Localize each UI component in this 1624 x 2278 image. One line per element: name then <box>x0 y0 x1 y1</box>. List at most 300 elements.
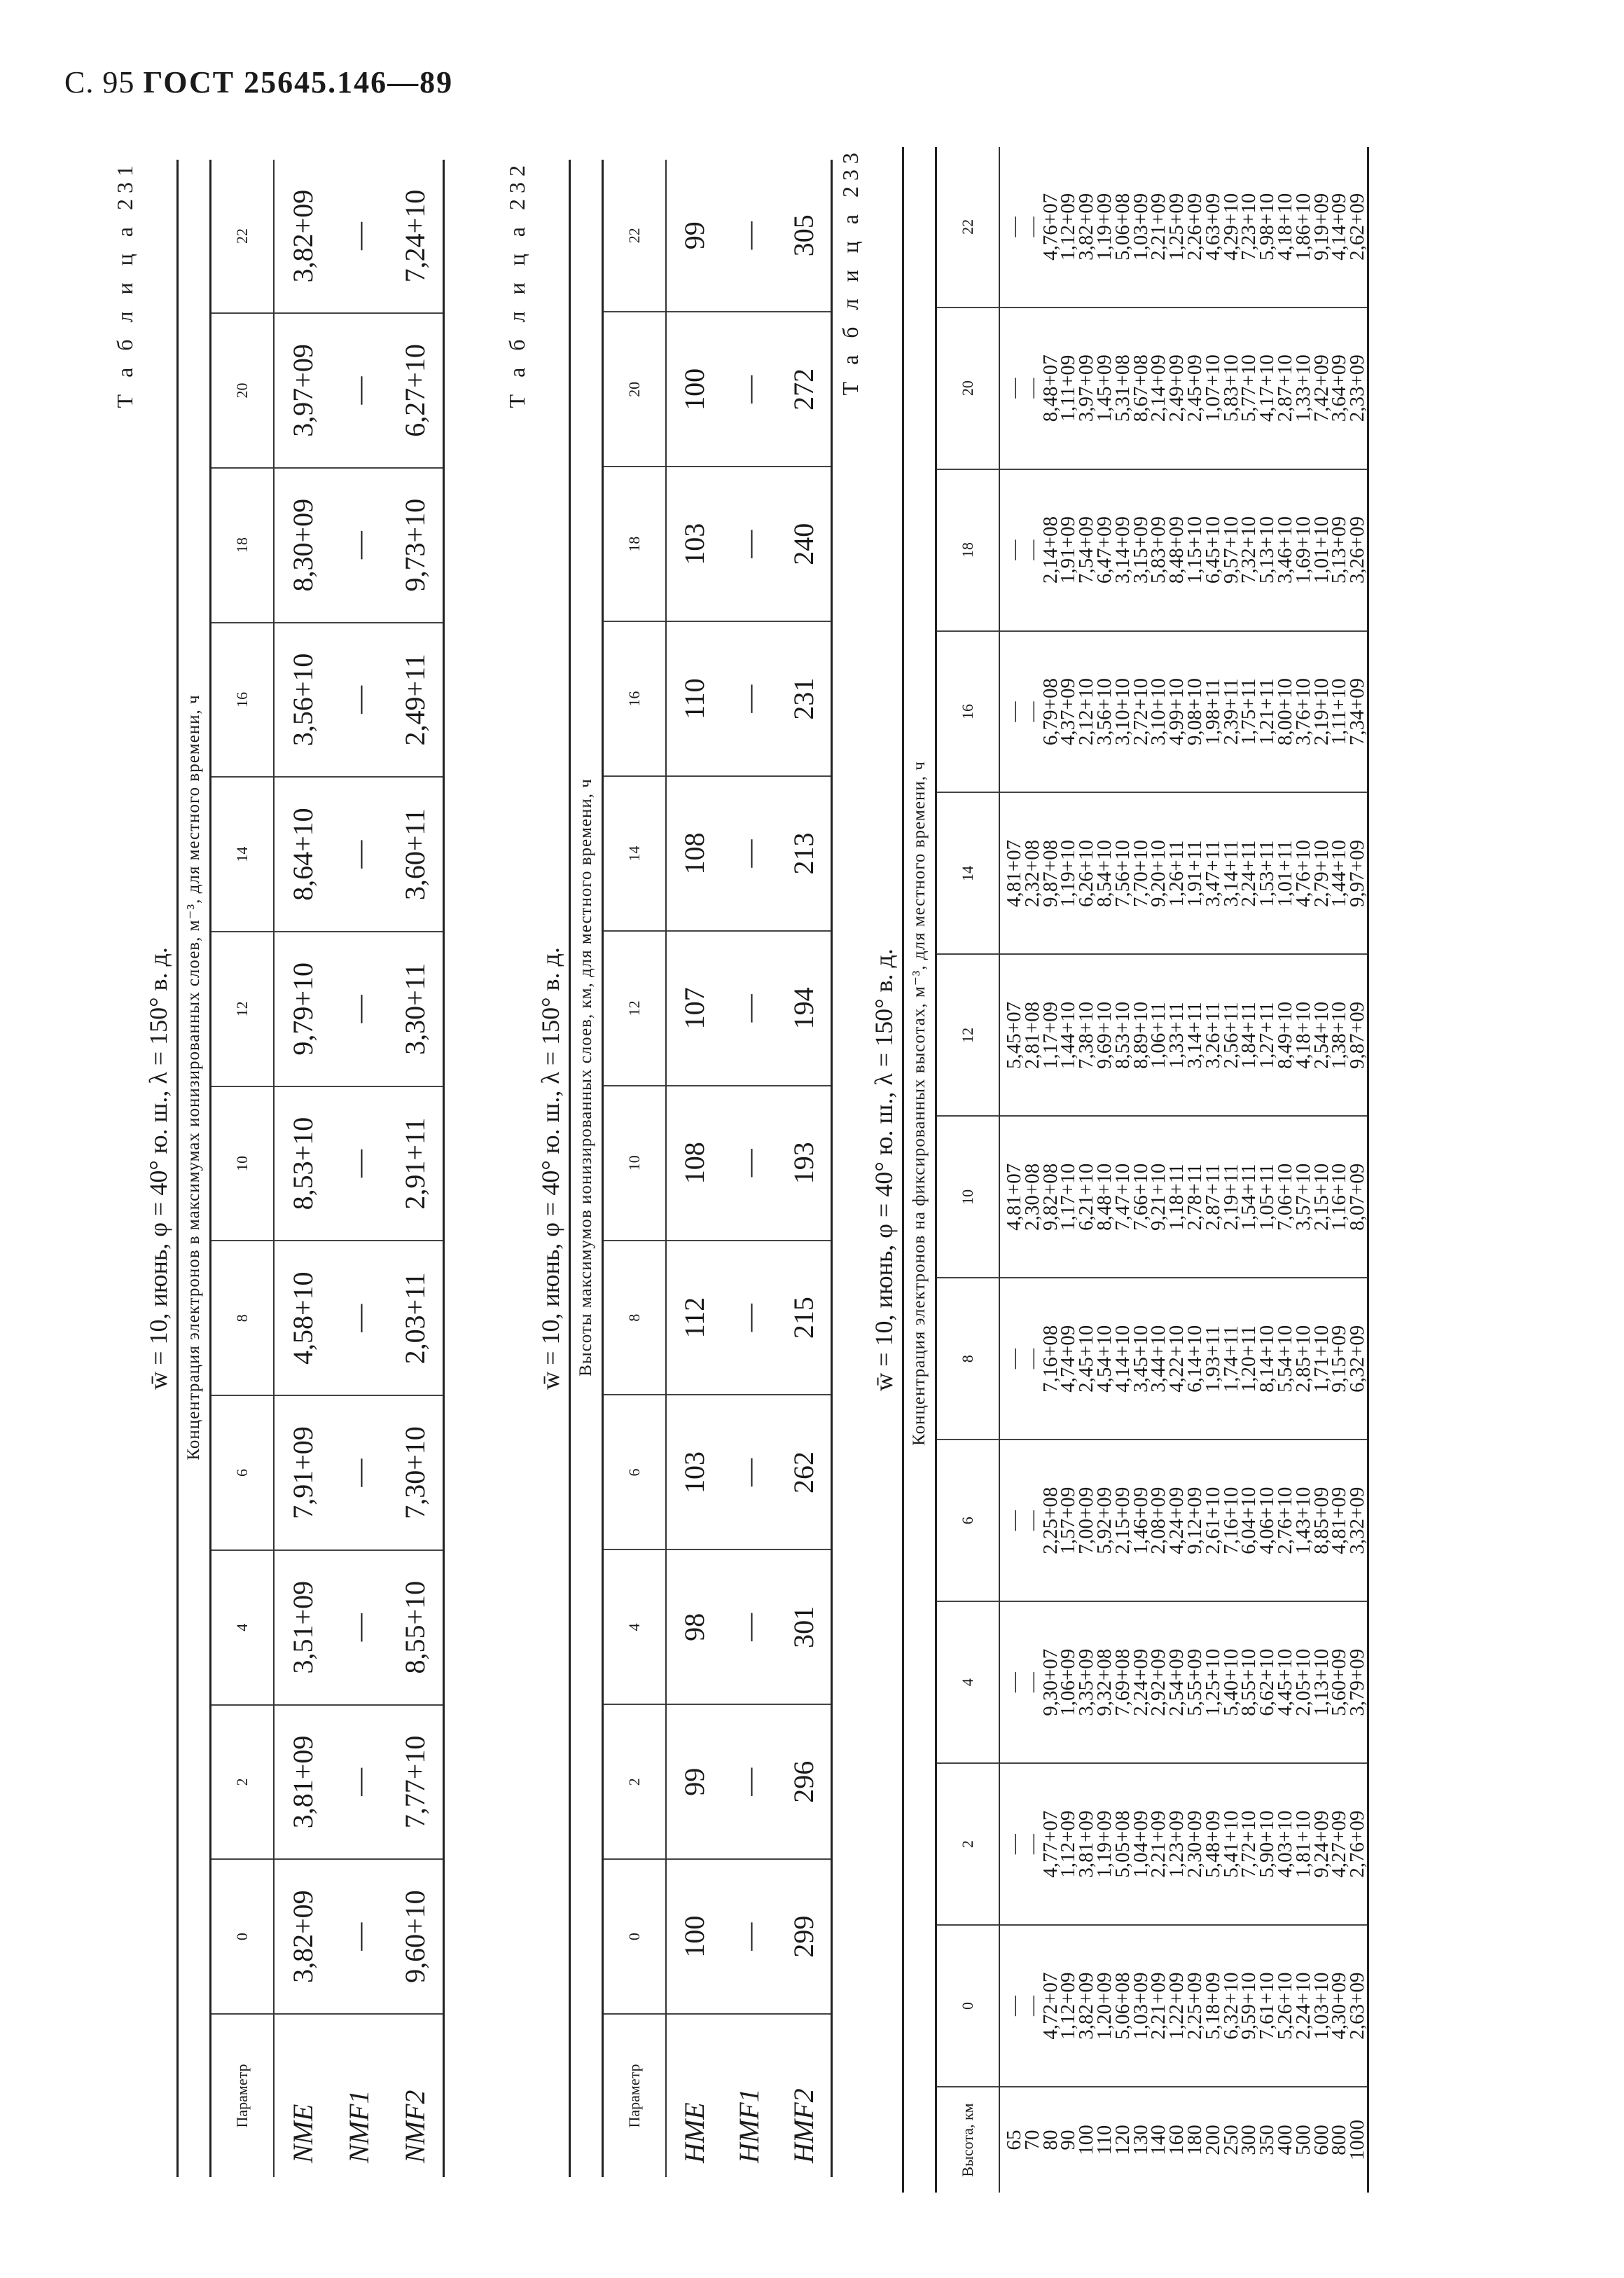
cell-value: 1,16+10 <box>1328 1163 1351 1231</box>
cell-value: 2,56+11 <box>1219 1002 1242 1069</box>
cell-value: 4,54+10 <box>1092 1325 1116 1393</box>
cell-value: 6,14+10 <box>1183 1325 1206 1393</box>
cell-value: 4,63+09 <box>1201 193 1224 261</box>
height-value: 70 <box>1020 2129 1043 2151</box>
cell-value: 5,90+10 <box>1256 1810 1279 1878</box>
cell-value: — <box>1003 1996 1025 2017</box>
cell-value: 7,34+09 <box>1346 677 1369 746</box>
cell-value: 4,81+07 <box>1003 839 1025 908</box>
cell-value: 2,12+10 <box>1075 677 1098 746</box>
cell-value: 9,97+09 <box>1346 839 1369 908</box>
cell-value: 305 <box>776 160 832 312</box>
cell-value: 4,30+09 <box>1328 1972 1351 2040</box>
cell-value: 3,97+09 <box>1075 354 1098 422</box>
cell-value: 103 <box>666 1395 721 1550</box>
cell-value: 8,55+10 <box>387 1550 444 1705</box>
cell-value: 7,38+10 <box>1075 1001 1098 1069</box>
cell-value: 1,19+10 <box>1057 839 1080 908</box>
height-value: 180 <box>1183 2125 1206 2155</box>
hour-header-2: 2 <box>603 1704 667 1859</box>
cell-value: 1,21+11 <box>1256 678 1279 745</box>
cell-value: 3,81+09 <box>274 1705 331 1860</box>
cell-value: — <box>331 1550 387 1705</box>
cell-value: 3,15+09 <box>1129 516 1152 584</box>
cell-value: — <box>1003 378 1025 399</box>
table-row <box>776 160 832 2177</box>
cell-value: 3,26+11 <box>1201 1002 1224 1069</box>
cell-value: 9,32+08 <box>1092 1648 1116 1716</box>
cell-value: 1,91+11 <box>1183 840 1206 907</box>
cell-value: 7,06+10 <box>1273 1163 1296 1231</box>
cell-value: 1,43+10 <box>1291 1486 1314 1554</box>
cell-value: 1,98+11 <box>1201 678 1224 745</box>
value-column-16 <box>999 631 1368 793</box>
hour-header-10: 10 <box>936 1116 1000 1278</box>
cell-value: 1,44+10 <box>1057 1001 1080 1069</box>
cell-value: 9,15+09 <box>1328 1325 1351 1393</box>
cell-value: 1,13+10 <box>1310 1648 1333 1716</box>
cell-value: 5,13+10 <box>1256 516 1279 584</box>
table-row <box>331 160 387 2177</box>
height-value: 500 <box>1291 2125 1314 2155</box>
cell-value: 1,17+10 <box>1057 1163 1080 1231</box>
cell-value: 9,79+10 <box>274 932 331 1086</box>
cell-value: 2,87+11 <box>1201 1164 1224 1231</box>
cell-value: — <box>721 312 776 467</box>
hour-header-10: 10 <box>603 1086 667 1241</box>
heights-column <box>999 2087 1368 2193</box>
cell-value: 1,23+09 <box>1165 1810 1188 1878</box>
cell-value: 4,74+09 <box>1057 1325 1080 1393</box>
cell-value: 99 <box>666 1704 721 1859</box>
cell-value: — <box>1003 539 1025 560</box>
cell-value: 7,56+10 <box>1111 839 1134 908</box>
cell-value: 1,46+09 <box>1129 1486 1152 1554</box>
cell-value: — <box>331 1241 387 1395</box>
cell-value: — <box>1003 1672 1025 1693</box>
cell-value: 299 <box>776 1859 832 2014</box>
cell-value: 8,53+10 <box>1111 1001 1134 1069</box>
hour-header-4: 4 <box>936 1601 1000 1763</box>
cell-value: 231 <box>776 621 832 776</box>
hour-header-2: 2 <box>936 1763 1000 1925</box>
hour-header-8: 8 <box>936 1278 1000 1440</box>
cell-value: 1,04+09 <box>1129 1810 1152 1878</box>
table-231-caption: Т а б л и ц а 231 <box>112 160 137 408</box>
cell-value: 1,19+09 <box>1092 193 1116 261</box>
cell-value: 2,76+09 <box>1346 1810 1369 1878</box>
table-row <box>387 160 444 2177</box>
param-name: NMF1 <box>342 2090 375 2163</box>
cell-value: 1,07+10 <box>1201 354 1224 422</box>
cell-value: 8,14+10 <box>1256 1325 1279 1393</box>
cell-value: — <box>1020 1510 1043 1531</box>
cell-value: 5,98+10 <box>1256 193 1279 261</box>
cell-value: 2,24+11 <box>1237 840 1261 907</box>
cell-value: 9,60+10 <box>387 1859 444 2014</box>
cell-value: 2,32+08 <box>1020 839 1043 908</box>
table-232-block <box>504 160 819 2177</box>
param-name: HME <box>678 2102 710 2163</box>
cell-value: — <box>721 467 776 621</box>
cell-value: 2,14+09 <box>1147 354 1170 422</box>
cell-value: 8,64+10 <box>274 777 331 932</box>
cell-value: — <box>331 777 387 932</box>
height-value: 160 <box>1165 2125 1188 2155</box>
cell-value: 1,93+11 <box>1201 1325 1224 1393</box>
cell-value: 7,16+10 <box>1219 1486 1242 1554</box>
hour-header-6: 6 <box>211 1395 275 1550</box>
cell-value: 2,49+11 <box>387 623 444 778</box>
cell-value: 7,61+10 <box>1256 1972 1279 2040</box>
cell-value: — <box>721 160 776 312</box>
cell-value: 6,27+10 <box>387 313 444 468</box>
cell-value: 1,03+09 <box>1129 1972 1152 2040</box>
cell-value: 2,24+09 <box>1129 1648 1152 1716</box>
cell-value: 2,78+11 <box>1183 1164 1206 1231</box>
cell-value: 1,33+10 <box>1291 354 1314 422</box>
cell-value: 1,20+09 <box>1092 1972 1116 2040</box>
table-row <box>721 160 776 2177</box>
table-232-subtitle: Высоты максимумов ионизированных слоев, км, для местного времени, ч <box>569 160 602 2177</box>
hour-header-12: 12 <box>211 932 275 1086</box>
table-231 <box>209 160 445 2177</box>
cell-value: 108 <box>666 1086 721 1241</box>
cell-value: 7,16+08 <box>1039 1325 1062 1393</box>
height-value: 140 <box>1147 2125 1170 2155</box>
cell-value: 1,01+10 <box>1310 516 1333 584</box>
cell-value: 6,47+09 <box>1092 516 1116 584</box>
cell-value: — <box>721 1704 776 1859</box>
table-233-title: w̄ = 10, июнь, φ = 40° ю. ш., λ = 150° в. д. <box>870 948 898 1391</box>
cell-value: 5,06+08 <box>1111 193 1134 261</box>
cell-value: 1,12+09 <box>1057 193 1080 261</box>
cell-value: 5,45+07 <box>1003 1001 1025 1069</box>
table-233-subtitle: Концентрация электронов на фиксированных высотах, м⁻³, для местного времени, ч <box>902 147 935 2193</box>
cell-value: 8,85+09 <box>1310 1486 1333 1554</box>
cell-value: 2,15+09 <box>1111 1486 1134 1554</box>
hour-header-0: 0 <box>936 1925 1000 2087</box>
cell-value: 3,82+09 <box>1075 193 1098 261</box>
cell-value: 7,69+08 <box>1111 1648 1134 1716</box>
cell-value: 2,24+10 <box>1291 1972 1314 2040</box>
cell-value: 2,62+09 <box>1346 193 1369 261</box>
cell-value: 112 <box>666 1241 721 1395</box>
cell-value: 5,83+10 <box>1219 354 1242 422</box>
cell-value: — <box>721 1859 776 2014</box>
cell-value: 3,76+10 <box>1291 677 1314 746</box>
cell-value: 2,91+11 <box>387 1086 444 1241</box>
cell-value: 2,79+10 <box>1310 839 1333 908</box>
cell-value: 2,19+11 <box>1219 1164 1242 1231</box>
page-header <box>64 64 453 100</box>
cell-value: 1,86+10 <box>1291 193 1314 261</box>
cell-value: 1,22+09 <box>1165 1972 1188 2040</box>
hour-header-4: 4 <box>211 1550 275 1705</box>
cell-value: — <box>721 1086 776 1241</box>
cell-value: — <box>1020 539 1043 560</box>
cell-value: 3,57+10 <box>1291 1163 1314 1231</box>
cell-value: 1,20+11 <box>1237 1325 1261 1393</box>
cell-value: 8,30+09 <box>274 468 331 623</box>
cell-value: 1,06+09 <box>1057 1648 1080 1716</box>
hour-header-16: 16 <box>211 623 275 778</box>
cell-value: — <box>1003 216 1025 237</box>
cell-value: 103 <box>666 467 721 621</box>
param-header: Параметр <box>211 2014 275 2177</box>
cell-value: 5,60+09 <box>1328 1648 1351 1716</box>
cell-value: 1,17+09 <box>1039 1001 1062 1069</box>
cell-value: 8,48+10 <box>1092 1163 1116 1231</box>
cell-value: 7,54+09 <box>1075 516 1098 584</box>
param-name: HMF1 <box>733 2088 765 2163</box>
cell-value: — <box>1003 1510 1025 1531</box>
cell-value: 7,23+10 <box>1237 193 1261 261</box>
cell-value: 4,81+09 <box>1328 1486 1351 1554</box>
value-column-4 <box>999 1601 1368 1763</box>
cell-value: 9,24+09 <box>1310 1810 1333 1878</box>
cell-value: 8,48+07 <box>1039 354 1062 422</box>
cell-value: 3,56+10 <box>1092 677 1116 746</box>
cell-value: 1,27+11 <box>1256 1002 1279 1069</box>
cell-value: 5,77+10 <box>1237 354 1261 422</box>
cell-value: 2,72+10 <box>1129 677 1152 746</box>
cell-value: 8,67+08 <box>1129 354 1152 422</box>
cell-value: 9,87+09 <box>1346 1001 1369 1069</box>
cell-value: 1,54+11 <box>1237 1164 1261 1231</box>
cell-value: 7,91+09 <box>274 1395 331 1550</box>
cell-value: 6,45+10 <box>1201 516 1224 584</box>
cell-value: 1,26+11 <box>1165 840 1188 907</box>
cell-value: 5,55+09 <box>1183 1648 1206 1716</box>
cell-value: 9,57+10 <box>1219 516 1242 584</box>
table-233-caption: Т а б л и ц а 233 <box>838 147 863 396</box>
value-column-2 <box>999 1763 1368 1925</box>
cell-value: 4,99+10 <box>1165 677 1188 746</box>
cell-value: 7,70+10 <box>1129 839 1152 908</box>
cell-value: — <box>1020 1996 1043 2017</box>
cell-value: 2,26+09 <box>1183 193 1206 261</box>
height-value: 110 <box>1092 2125 1116 2155</box>
cell-value: 7,66+10 <box>1129 1163 1152 1231</box>
cell-value: — <box>721 1395 776 1550</box>
value-column-0 <box>999 1925 1368 2087</box>
hour-header-2: 2 <box>211 1705 275 1860</box>
cell-value: 1,25+10 <box>1201 1648 1224 1716</box>
hour-header-14: 14 <box>936 793 1000 955</box>
cell-value: 9,59+10 <box>1237 1972 1261 2040</box>
cell-value: 213 <box>776 776 832 931</box>
cell-value: 1,03+09 <box>1129 193 1152 261</box>
cell-value: — <box>331 932 387 1086</box>
height-value: 80 <box>1039 2129 1062 2151</box>
hour-header-22: 22 <box>603 160 667 312</box>
cell-value: 9,12+09 <box>1183 1486 1206 1554</box>
cell-value: 272 <box>776 312 832 467</box>
cell-value: 2,85+10 <box>1291 1325 1314 1393</box>
cell-value: — <box>1020 1672 1043 1693</box>
cell-value: 1,44+10 <box>1328 839 1351 908</box>
cell-value: 3,14+11 <box>1219 840 1242 907</box>
cell-value: 1,03+10 <box>1310 1972 1333 2040</box>
cell-value: 5,40+10 <box>1219 1648 1242 1716</box>
cell-value: 301 <box>776 1549 832 1704</box>
cell-value: 3,14+11 <box>1183 1002 1206 1069</box>
height-value: 250 <box>1219 2125 1242 2155</box>
cell-value: 8,48+09 <box>1165 516 1188 584</box>
cell-value: 4,22+10 <box>1165 1325 1188 1393</box>
cell-value: 2,21+09 <box>1147 1972 1170 2040</box>
cell-value: 262 <box>776 1395 832 1550</box>
table-231-subtitle: Концентрация электронов в максимумах ионизированных слоев, м⁻³, для местного времени, ч <box>176 160 209 2177</box>
cell-value: 1,91+09 <box>1057 516 1080 584</box>
table-232-title: w̄ = 10, июнь, φ = 40° ю. ш., λ = 150° в. д. <box>536 947 564 1390</box>
cell-value: 4,27+09 <box>1328 1810 1351 1878</box>
cell-value: — <box>1003 701 1025 722</box>
height-value: 65 <box>1003 2129 1025 2151</box>
cell-value: 296 <box>776 1704 832 1859</box>
param-name: NME <box>286 2104 319 2163</box>
cell-value: 9,21+10 <box>1147 1163 1170 1231</box>
standard-code: ГОСТ 25645.146—89 <box>143 65 454 99</box>
hour-header-22: 22 <box>936 147 1000 308</box>
hour-header-8: 8 <box>603 1241 667 1395</box>
cell-value: 9,87+08 <box>1039 839 1062 908</box>
height-value: 1000 <box>1346 2120 1369 2160</box>
cell-value: 2,54+10 <box>1310 1001 1333 1069</box>
cell-value: 1,45+09 <box>1092 354 1116 422</box>
hour-header-16: 16 <box>603 621 667 776</box>
value-column-22 <box>999 147 1368 308</box>
cell-value: 2,45+09 <box>1183 354 1206 422</box>
cell-value: 100 <box>666 312 721 467</box>
cell-value: 1,12+09 <box>1057 1972 1080 2040</box>
cell-value: 4,76+10 <box>1291 839 1314 908</box>
table-232-caption: Т а б л и ц а 232 <box>504 160 529 408</box>
cell-value: 107 <box>666 931 721 1086</box>
cell-value: 5,83+09 <box>1147 516 1170 584</box>
cell-value: 1,38+10 <box>1328 1001 1351 1069</box>
cell-value: 3,46+10 <box>1273 516 1296 584</box>
height-header: Высота, км <box>936 2087 1000 2193</box>
hour-header-0: 0 <box>603 1859 667 2014</box>
cell-value: — <box>1020 1348 1043 1369</box>
cell-value: 1,19+09 <box>1092 1810 1116 1878</box>
hour-header-10: 10 <box>211 1086 275 1241</box>
cell-value: 3,44+10 <box>1147 1325 1170 1393</box>
cell-value: 2,30+08 <box>1020 1163 1043 1231</box>
cell-value: — <box>331 468 387 623</box>
height-value: 600 <box>1310 2125 1333 2155</box>
cell-value: — <box>721 1241 776 1395</box>
cell-value: 194 <box>776 931 832 1086</box>
cell-value: 2,63+09 <box>1346 1972 1369 2040</box>
cell-value: 4,18+10 <box>1273 193 1296 261</box>
cell-value: 2,61+10 <box>1201 1486 1224 1554</box>
table-row <box>274 160 331 2177</box>
table-232 <box>602 160 833 2177</box>
cell-value: 4,17+10 <box>1256 354 1279 422</box>
value-column-8 <box>999 1278 1368 1440</box>
cell-value: 9,19+09 <box>1310 193 1333 261</box>
cell-value: 7,42+09 <box>1310 354 1333 422</box>
table-row <box>666 160 721 2177</box>
cell-value: 1,69+10 <box>1291 516 1314 584</box>
cell-value: — <box>1020 1834 1043 1855</box>
cell-value: 5,92+09 <box>1092 1486 1116 1554</box>
cell-value: 2,15+10 <box>1310 1163 1333 1231</box>
cell-value: 3,82+09 <box>1075 1972 1098 2040</box>
cell-value: 3,14+09 <box>1111 516 1134 584</box>
hour-header-18: 18 <box>603 467 667 621</box>
cell-value: 6,04+10 <box>1237 1486 1261 1554</box>
param-name: NMF2 <box>398 2090 431 2163</box>
cell-value: 8,55+10 <box>1237 1648 1261 1716</box>
cell-value: 3,35+09 <box>1075 1648 1098 1716</box>
cell-value: 4,76+07 <box>1039 193 1062 261</box>
cell-value: 5,13+09 <box>1328 516 1351 584</box>
cell-value: 6,26+10 <box>1075 839 1098 908</box>
cell-value: 4,37+09 <box>1057 677 1080 746</box>
cell-value: 5,06+08 <box>1111 1972 1134 2040</box>
value-column-12 <box>999 954 1368 1116</box>
value-column-20 <box>999 308 1368 469</box>
cell-value: 7,47+10 <box>1111 1163 1134 1231</box>
cell-value: 1,74+11 <box>1219 1325 1242 1393</box>
cell-value: 3,79+09 <box>1346 1648 1369 1716</box>
cell-value: 9,20+10 <box>1147 839 1170 908</box>
cell-value: 1,25+09 <box>1165 193 1188 261</box>
cell-value: 2,76+10 <box>1273 1486 1296 1554</box>
cell-value: 6,32+10 <box>1219 1972 1242 2040</box>
cell-value: 8,54+10 <box>1092 839 1116 908</box>
cell-value: — <box>721 776 776 931</box>
cell-value: 9,30+07 <box>1039 1648 1062 1716</box>
cell-value: 99 <box>666 160 721 312</box>
cell-value: — <box>1003 1834 1025 1855</box>
cell-value: 4,81+07 <box>1003 1163 1025 1231</box>
height-value: 100 <box>1075 2125 1098 2155</box>
cell-value: 4,77+07 <box>1039 1810 1062 1878</box>
height-value: 300 <box>1237 2125 1261 2155</box>
cell-value: — <box>331 623 387 778</box>
cell-value: 3,97+09 <box>274 313 331 468</box>
cell-value: 1,71+10 <box>1310 1325 1333 1393</box>
cell-value: 3,82+09 <box>274 1859 331 2014</box>
cell-value: 1,05+11 <box>1256 1164 1279 1231</box>
cell-value: 193 <box>776 1086 832 1241</box>
hour-header-14: 14 <box>211 777 275 932</box>
cell-value: 4,14+10 <box>1111 1325 1134 1393</box>
cell-value: 7,30+10 <box>387 1395 444 1550</box>
cell-value: 7,77+10 <box>387 1705 444 1860</box>
cell-value: 2,30+09 <box>1183 1810 1206 1878</box>
cell-value: 8,07+09 <box>1346 1163 1369 1231</box>
cell-value: 3,82+09 <box>274 160 331 313</box>
cell-value: 3,45+10 <box>1129 1325 1152 1393</box>
cell-value: 4,14+09 <box>1328 193 1351 261</box>
cell-value: 108 <box>666 776 721 931</box>
cell-value: 6,32+09 <box>1346 1325 1369 1393</box>
height-value: 400 <box>1273 2125 1296 2155</box>
param-name: HMF2 <box>787 2088 819 2163</box>
cell-value: 1,11+10 <box>1328 678 1351 745</box>
cell-value: 2,25+08 <box>1039 1486 1062 1554</box>
cell-value: 1,12+09 <box>1057 1810 1080 1878</box>
cell-value: — <box>331 1859 387 2014</box>
cell-value: 9,82+08 <box>1039 1163 1062 1231</box>
value-column-14 <box>999 793 1368 955</box>
